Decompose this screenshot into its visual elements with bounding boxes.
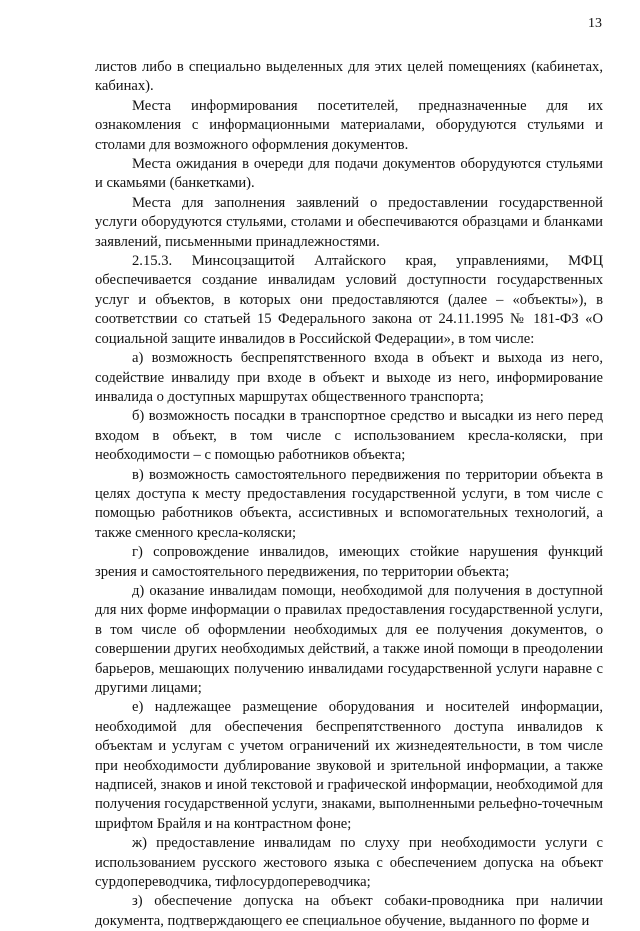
list-item-zh: ж) предоставление инвалидам по слуху при необходимости услуги с использованием русского жестового языка с обеспечением допуска на объект сурдопереводчика, тифлосурдопереводчика; (95, 835, 603, 891)
paragraph-information-places: Места информирования посетителей, предназначенные для их ознакомления с информационными материалами, оборудуются стульями и столами для возможного оформления документов. (95, 97, 603, 153)
list-item-g: г) сопровождение инвалидов, имеющих стойкие нарушения функций зрения и самостоятельного передвижения, по территории объекта; (95, 544, 603, 580)
list-item-e: е) надлежащее размещение оборудования и носителей информации, необходимой для обеспечения беспрепятственного доступа инвалидов к объектам и услугам с учетом ограничений их жизнедеятельности, в том числе при необходимости дублирование звуковой и зрительной информации, а также надписей, знаков и иной текстовой и графической информации, необходимой для получения государственной услуги, знаками, выполненными рельефно-точечным шрифтом Брайля и на контрастном фоне; (95, 699, 603, 832)
paragraph-continuation: листов либо в специально выделенных для этих целей помещениях (кабинетах, кабинах). (95, 59, 603, 95)
document-body (95, 58, 603, 931)
list-item-b: б) возможность посадки в транспортное средство и высадки из него перед входом в объект, в том числе с использованием кресла-коляски, при необходимости – с помощью работников объекта; (95, 408, 603, 464)
paragraph-application-places: Места для заполнения заявлений о предоставлении государственной услуги оборудуются стульями, столами и обеспечиваются образцами и бланками заявлений, письменными принадлежностями. (95, 194, 603, 250)
page-number: 13 (588, 16, 602, 31)
list-item-z: з) обеспечение допуска на объект собаки-проводника при наличии документа, подтверждающего ее специальное обучение, выданного по форме и (95, 893, 603, 929)
paragraph-waiting-places: Места ожидания в очереди для подачи документов оборудуются стульями и скамьями (банкетками). (95, 156, 603, 192)
list-item-d: д) оказание инвалидам помощи, необходимой для получения в доступной для них форме информации о правилах предоставления государственной услуги, в том числе об оформлении необходимых для ее получения документов, о совершении других необходимых действий, а также иной помощи в преодолении барьеров, мешающих получению инвалидами государственной услуги наравне с другими лицами; (95, 582, 603, 696)
paragraph-2-15-3: 2.15.3. Минсоцзащитой Алтайского края, управлениями, МФЦ обеспечивается создание инвалидам условий доступности государственных услуг и объектов, в которых они предоставляются (далее – «объекты»), в соответствии со статьей 15 Федерального закона от 24.11.1995 № 181-ФЗ «О социальной защите инвалидов в Российской Федерации», в том числе: (95, 253, 603, 347)
list-item-a: а) возможность беспрепятственного входа в объект и выхода из него, содействие инвалиду при входе в объект и выходе из него, информирование инвалида о доступных маршрутах общественного транспорта; (95, 350, 603, 405)
list-item-v: в) возможность самостоятельного передвижения по территории объекта в целях доступа к месту предоставления государственной услуги, в том числе с помощью работников объекта, ассистивных и вспомогательных технологий, а также сменного кресла-коляски; (95, 466, 603, 541)
